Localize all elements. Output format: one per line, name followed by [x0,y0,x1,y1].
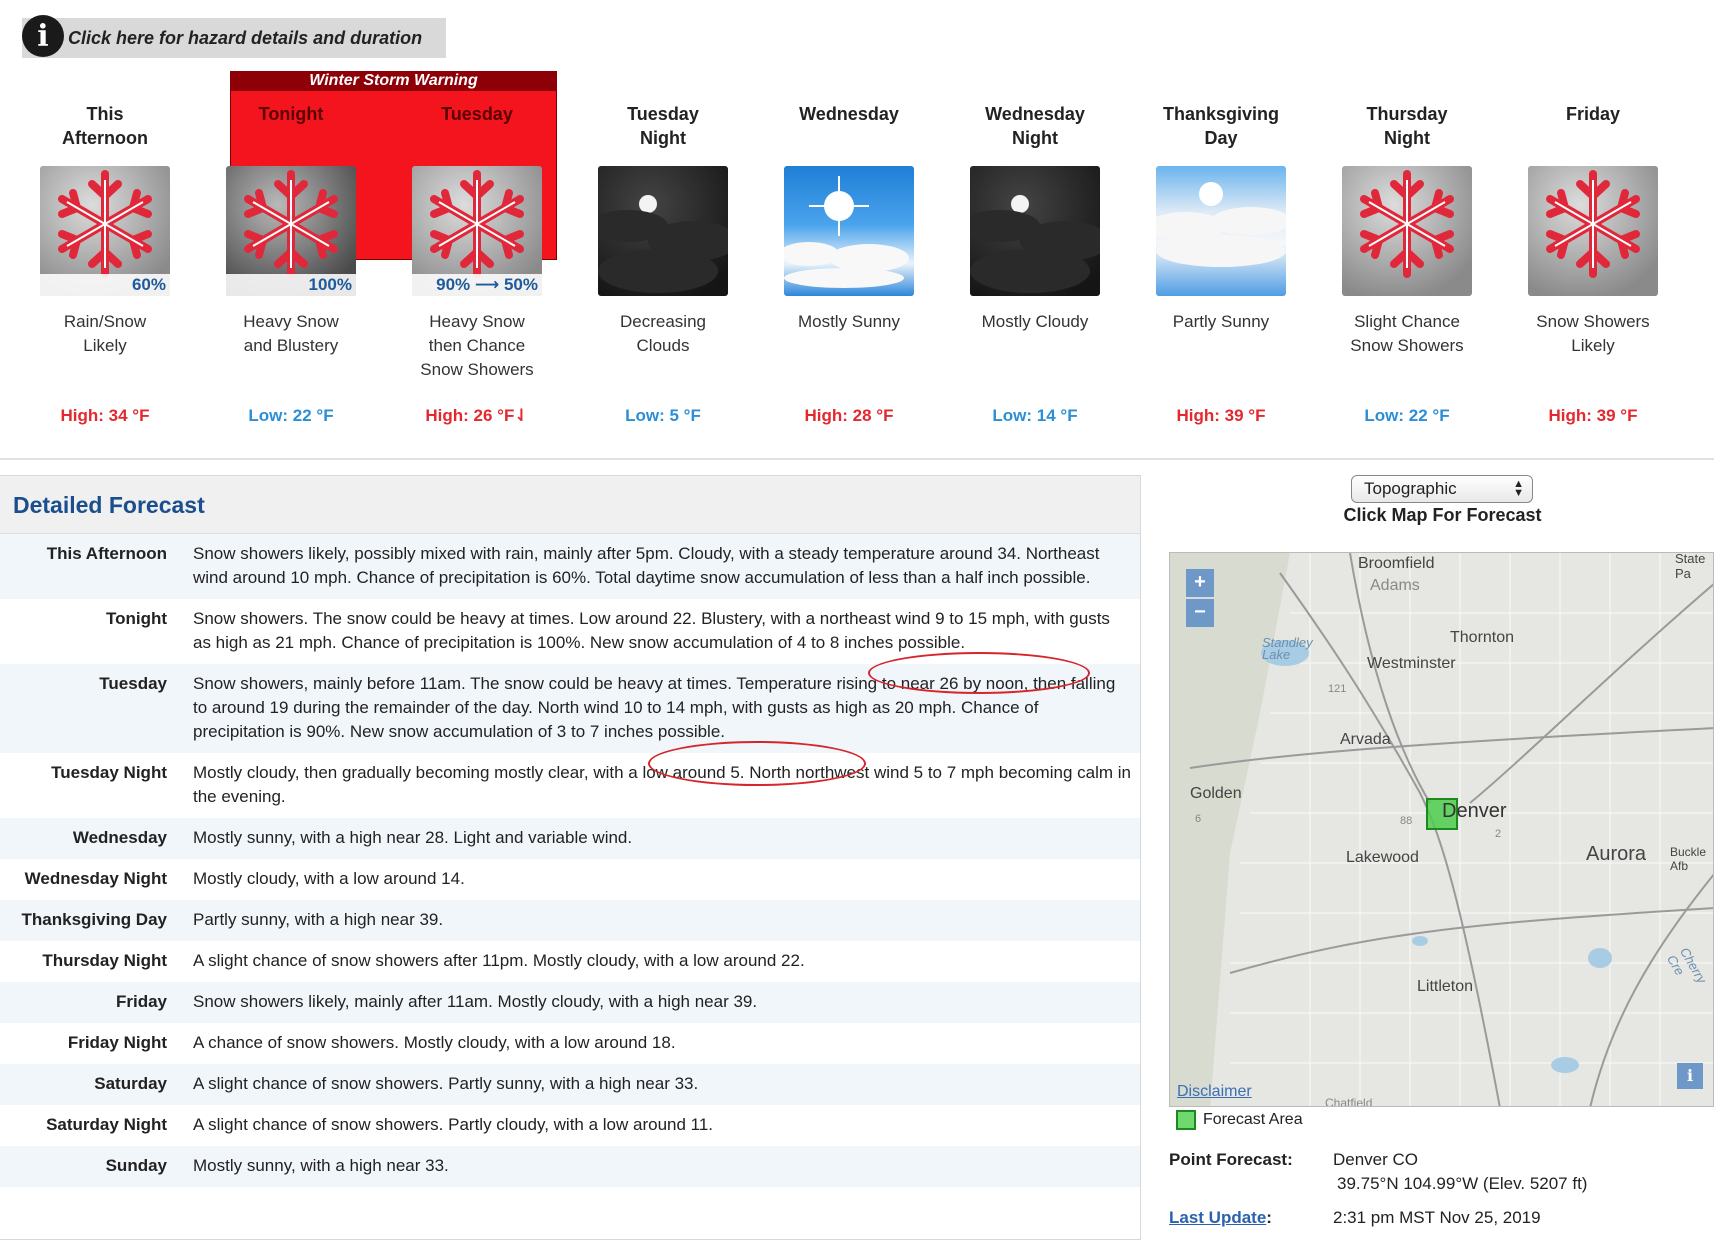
snow-icon [40,166,170,296]
detailed-forecast-row [0,941,1140,982]
detailed-forecast-row [0,859,1140,900]
forecast-text: Snow showers likely, mainly after 11am. Mostly cloudy, with a high near 39. [193,992,758,1011]
forecast-period-0[interactable] [12,96,198,436]
forecast-period-1[interactable] [198,96,384,436]
precip-chance: 90% ⟶ 50% [412,274,542,296]
condition-text: Heavy Snow then Chance Snow Showers [420,312,534,379]
detailed-forecast-row [0,534,1140,599]
detailed-forecast-row [0,664,1140,753]
map-label: 6 [1195,813,1202,825]
forecast-period-4[interactable] [756,96,942,436]
snow-icon [226,166,356,296]
info-icon: i [22,15,64,57]
period-label: Wednesday Night [24,869,167,888]
hazard-details-button[interactable] [22,18,446,58]
map-label: Arvada [1340,731,1391,748]
detailed-forecast-panel [0,475,1141,1240]
map-type-select[interactable] [1351,475,1533,503]
low-temp: Low: 22 °F [1364,406,1450,425]
detailed-forecast-row [0,1023,1140,1064]
forecast-area-label: Forecast Area [1203,1111,1303,1128]
map-type-value: Topographic [1364,479,1457,498]
forecast-text: A slight chance of snow showers after 11pm. Mostly cloudy, with a low around 22. [193,951,805,970]
period-label: Tuesday Night [51,763,167,782]
period-name: Tuesday [441,104,513,124]
detailed-forecast-row [0,599,1140,664]
forecast-period-3[interactable] [570,96,756,436]
map-label: State Pa [1675,552,1706,581]
snow-icon [1342,166,1472,296]
map-label: Adams [1370,577,1420,594]
map-label: Buckle Afb [1670,845,1707,873]
map-label: Cherry Cre [1664,944,1710,987]
forecast-text: Snow showers. The snow could be heavy at times. Low around 22. Blustery, with a northeast wind 9 to 15 mph, with gusts as high as 21 mph. Chance of precipitation is 100%. New snow accumulation of 4 to 8 inches possible. [193,609,1110,652]
high-temp: High: 39 °F [1548,406,1638,425]
zoom-out-button[interactable]: − [1186,599,1214,627]
detailed-forecast-table [0,534,1140,1187]
condition-text: Rain/Snow Likely [63,312,147,355]
point-forecast-place: Denver CO [1333,1150,1419,1169]
condition-text: Mostly Sunny [797,312,901,331]
forecast-area-swatch [1176,1110,1196,1130]
sun-icon [784,166,914,296]
condition-text: Heavy Snow and Blustery [243,312,339,355]
high-temp: High: 28 °F [804,406,894,425]
detailed-forecast-row [0,982,1140,1023]
high-temp: High: 39 °F [1176,406,1266,425]
forecast-text: Partly sunny, with a high near 39. [193,910,444,929]
select-arrows-icon: ▲ ▼ [1513,478,1524,499]
last-update-value: 2:31 pm MST Nov 25, 2019 [1333,1208,1541,1227]
low-temp: Low: 22 °F [248,406,334,425]
map-label: Broomfield [1358,555,1435,572]
forecast-text: Mostly cloudy, with a low around 14. [193,869,465,888]
map-label: Standley Lake [1262,635,1313,662]
forecast-period-2[interactable] [384,96,570,436]
map-label: Denver [1442,800,1507,822]
forecast-text: A slight chance of snow showers. Partly cloudy, with a low around 11. [193,1115,714,1134]
detailed-forecast-row [0,1146,1140,1187]
map-info-icon[interactable]: i [1677,1063,1703,1089]
moon-clouds-icon [970,166,1100,296]
map-caption: Click Map For Forecast [1343,505,1542,525]
period-name: Thanksgiving Day [1162,104,1279,148]
map-legend [1176,1110,1303,1130]
period-name: Wednesday [799,104,899,124]
forecast-text: Snow showers, mainly before 11am. The snow could be heavy at times. Temperature rising to near 26 by noon, then falling to around 19 during the remainder of the day. North wind 10 to 14 mph, with gusts as high as 20 mph. Chance of precipitation is 90%. New snow accumulation of 3 to 7 inches possible. [193,674,1116,741]
period-label: Sunday [105,1156,167,1175]
period-name: Thursday Night [1366,104,1448,148]
forecast-map[interactable] [1169,552,1714,1107]
zoom-in-button[interactable]: + [1186,569,1214,597]
forecast-text: A slight chance of snow showers. Partly sunny, with a high near 33. [193,1074,699,1093]
forecast-period-6[interactable] [1128,96,1314,436]
forecast-period-7[interactable] [1314,96,1500,436]
point-forecast-coords: 39.75°N 104.99°W (Elev. 5207 ft) [1337,1174,1588,1193]
map-label: Thornton [1450,629,1515,646]
period-label: Tuesday [99,674,167,693]
condition-text: Snow Showers Likely [1536,312,1650,355]
detailed-forecast-row [0,753,1140,818]
map-label: Chatfield [1325,1096,1373,1107]
forecast-period-5[interactable] [942,96,1128,436]
forecast-strip [0,96,1714,458]
map-label: Aurora [1586,843,1647,865]
forecast-period-8[interactable] [1500,96,1686,436]
forecast-text: Mostly sunny, with a high near 28. Light and variable wind. [193,828,633,847]
map-background [1170,553,1714,1107]
hazard-details-label: Click here for hazard details and duration [68,27,423,48]
period-name: This Afternoon [62,104,148,148]
map-label: Lakewood [1346,849,1419,866]
last-update-colon: : [1266,1208,1272,1227]
period-label: Saturday [94,1074,167,1093]
precip-chance: 100% [226,274,356,296]
period-name: Tuesday Night [627,104,699,148]
map-label: 88 [1400,815,1413,827]
condition-text: Decreasing Clouds [620,312,706,355]
period-label: Tonight [105,609,167,628]
period-label: Saturday Night [46,1115,167,1134]
last-update-link[interactable]: Last Update [1169,1208,1267,1227]
period-name: Wednesday Night [985,104,1085,148]
period-name: Friday [1565,104,1621,124]
low-temp: Low: 14 °F [992,406,1078,425]
map-label: Littleton [1417,978,1474,995]
detailed-forecast-row [0,1064,1140,1105]
precip-chance: 60% [40,274,170,296]
map-label: Westminster [1367,655,1456,672]
last-update-row [1169,1208,1272,1228]
moon-clouds-icon [598,166,728,296]
divider [0,458,1714,460]
period-name: Tonight [258,104,324,124]
map-label: 121 [1328,683,1347,695]
sun-clouds-icon [1156,166,1286,296]
period-label: Thursday Night [42,951,167,970]
forecast-text: Snow showers likely, possibly mixed with rain, mainly after 5pm. Cloudy, with a steady temperature around 34. Northeast wind around 10 mph. Chance of precipitation is 60%. Total daytime snow accumulation of less than a half inch possible. [193,544,1100,587]
period-label: This Afternoon [46,544,167,563]
high-temp: High: 26 °F⇃ [425,406,529,425]
forecast-text: Mostly cloudy, then gradually becoming mostly clear, with a low around 5. North northwest wind 5 to 7 mph becoming calm in the evening. [193,763,1131,806]
detailed-forecast-row [0,818,1140,859]
map-zoom-control [1186,569,1214,629]
condition-text: Slight Chance Snow Showers [1350,312,1464,355]
map-label: 2 [1495,828,1502,840]
condition-text: Partly Sunny [1172,312,1270,331]
condition-text: Mostly Cloudy [981,312,1089,331]
detailed-forecast-row [0,1105,1140,1146]
detailed-forecast-row [0,900,1140,941]
high-temp: High: 34 °F [60,406,150,425]
detailed-forecast-title: Detailed Forecast [0,476,1140,534]
snow-icon [412,166,542,296]
forecast-text: Mostly sunny, with a high near 33. [193,1156,449,1175]
low-temp: Low: 5 °F [625,406,701,425]
winter-storm-warning-label[interactable]: Winter Storm Warning [230,71,557,91]
period-label: Friday Night [67,1033,167,1052]
map-label: Golden [1190,785,1242,802]
forecast-text: A chance of snow showers. Mostly cloudy, with a low around 18. [193,1033,676,1052]
snow-icon [1528,166,1658,296]
disclaimer-link[interactable]: Disclaimer [1177,1083,1252,1100]
period-label: Friday [115,992,167,1011]
period-label: Thanksgiving Day [21,910,167,929]
period-label: Wednesday [72,828,167,847]
point-forecast-label: Point Forecast: [1169,1150,1293,1169]
